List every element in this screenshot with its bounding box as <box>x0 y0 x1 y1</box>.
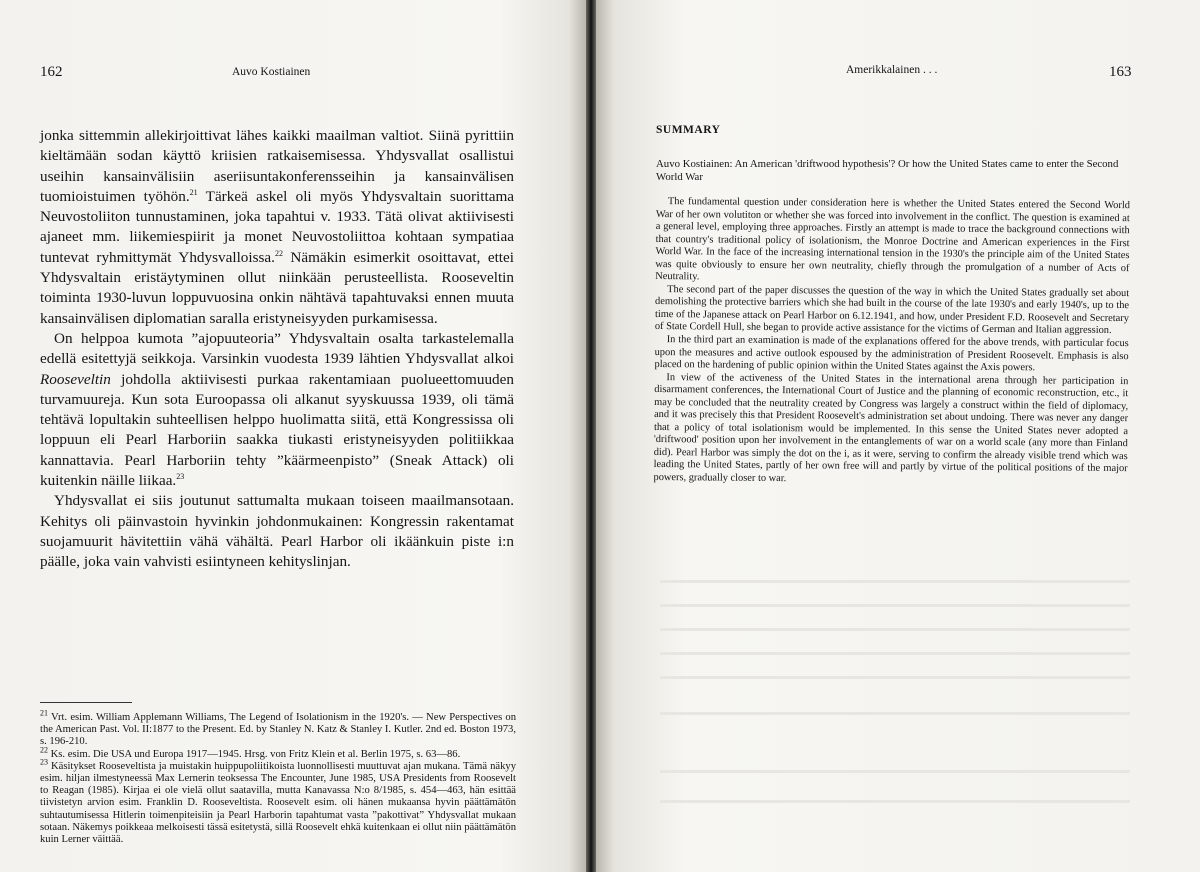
main-text <box>40 126 514 573</box>
footnotes <box>40 708 516 846</box>
summary-paragraph-3: In the third part an examination is made of the explanations offered for the above trends, with particular focus upon the measures and active outlook espoused by the administration of President Roosevelt. Emphasis is also placed on the hardening of public opinion within the United States against the Axis powers. <box>654 334 1129 374</box>
footnote-ref-23[interactable]: 23 <box>176 471 185 481</box>
footnote-ref-22[interactable]: 22 <box>274 248 283 258</box>
show-through-line <box>660 652 1130 655</box>
running-head-right: Amerikkalainen . . . <box>846 64 938 76</box>
paragraph-3: Yhdysvallat ei siis joutunut sattumalta mukaan toiseen maailmansotaan. Kehitys oli päinvastoin hyvinkin johdonmukainen: Kongressin rakentamat suojamuurit hävitettiin vähä vähältä. Pearl Harbor oli ikäänkuin piste i:n päälle, joka vain vahvisti esiintyneen kehityslinjan. <box>40 492 514 571</box>
right-page <box>596 0 1200 872</box>
running-head-left: Auvo Kostiainen <box>232 66 311 78</box>
summary-heading: SUMMARY <box>656 124 721 136</box>
footnote-23: $^{23}$ Käsitykset Rooseveltista ja muistakin huippupoliitikoista luonnollisesti muuttuvat ajan mukana. Tämä näkyy esim. hiljan ilmestyneessä Max Lernerin teoksessa The Encounter, June 1985, USA Presidents from Roosevelt to Reagan (1985). Kirjaa ei ole vielä ollut saatavilla, mutta Kanavassa N:o 8/1985, s. 454—463, hän esittää tiivistetyn arvion esim. Franklin D. Rooseveltista. Roosevelt esim. oli hänen mukaansa hyvin päättämätön suhtautumisessa Hitlerin toimenpiteisiin ja Pearl Harborin tapahtumat vasta ”pakottivat” Yhdysvallat mukaan sotaan. Näkemys poikkeaa melkoisesti tässä esitetystä, sillä Roosevelt ehkä kuitenkaan ei ollut niin päättämätön kuin Lerner väittää. <box>40 757 516 846</box>
footnote-22: $^{22}$ Ks. esim. Die USA und Europa 1917—1945. Hrsg. von Fritz Klein et al. Berlin 1975, s. 63—86. <box>40 745 461 760</box>
show-through-line <box>660 712 1130 715</box>
left-page <box>0 0 586 872</box>
book-gutter <box>586 0 596 872</box>
page-number-left: 162 <box>40 64 63 80</box>
footnote-rule <box>40 702 132 703</box>
footnote-21: $^{21}$ Vrt. esim. William Applemann Williams, The Legend of Isolationism in the 1920's. — New Perspectives on the American Past. Vol. II:1877 to the Present. Ed. by Stanley N. Katz & Stanley I. Kutler. 2nd ed. Boston 1973, s. 196-210. <box>40 708 516 748</box>
show-through-line <box>660 676 1130 679</box>
page-number-right: 163 <box>1109 64 1132 80</box>
summary-paragraph-1: The fundamental question under consideration here is whether the United States entered the Second World War of her own volutiton or whether she was forced into involvement in the conflict. The question is examined at a general level, employing three approaches. Firstly an attempt is made to trace the background connections with that country's traditional policy of isolationism, the Monroe Doctrine and American experiences in the First World War. In the face of the increasing international tension in the 1930's the principle aim of the United States was quite obviously to ensure her own neutrality, chiefly through the promulgation of a number of Acts of Neutrality. <box>655 196 1130 283</box>
footnote-ref-21[interactable]: 21 <box>189 187 198 197</box>
summary-paragraph-4: In view of the activeness of the United States in the international arena through her participation in disarmament conferences, the International Court of Justice and the planning of economic reconstruction, etc., it may be concluded that the neutrality created by Congress was largely a construct within the field of diplomacy, and it was precisely this that President Roosevelt's administration set about undoing. There was never any danger that a policy of total isolationism would be implemented. In this sense the United States never adopted a 'driftwood' position upon her involvement in the entanglements of war on a world scale (any more than Finland did). Pearl Harbor was simply the dot on the i, as it were, serving to confirm the already visible trend which was leading the United States, partly of her own free will and partly by virtue of the political positions of the major powers, gradually closer to war. <box>653 371 1129 485</box>
summary-subtitle: Auvo Kostiainen: An American 'driftwood hypothesis'? Or how the United States came to enter the Second World War <box>656 158 1119 183</box>
show-through-line <box>660 800 1130 803</box>
summary-paragraph-2: The second part of the paper discusses the question of the way in which the United States gradually set about demolishing the protective barriers which she had built in the course of the late 1930's and early 1940's, up to the time of the Japanese attack on Pearl Harbor on 6.12.1941, and how, under President F.D. Roosevelt and Secretary of State Cordell Hull, she began to provide active assistance for the victims of German and Italian aggression. <box>654 283 1130 337</box>
paragraph-2: On helppoa kumota ”ajopuuteoria” Yhdysvaltain osalta tarkastelemalla edellä esitettyjä seikkoja. Varsinkin vuodesta 1939 lähtien Yhdysvallat alkoi Rooseveltin johdolla aktiivisesti purkaa rakentamiaan puolueettomuuden turvamuureja. Kun sota Euroopassa oli alkanut syyskuussa 1939, oli tämä tehtävä lopultakin suhteellisen helppo huolimatta siitä, että Kongressissa oli loppuun eli Pearl Harboriin saakka tiukasti eristyneisyyden politiikkaa kannattavia. Pearl Harboriin tehty ”käärmeenpisto” (Sneak Attack) oli kuitenkin näille liikaa.$^{23}$ <box>40 329 514 490</box>
show-through-line <box>660 628 1130 631</box>
show-through-line <box>660 604 1130 607</box>
summary-text <box>653 196 1130 489</box>
paragraph-1: jonka sittemmin allekirjoittivat lähes kaikki maailman valtiot. Siinä pyrittiin kieltämään sodan käyttö kriisien ratkaisemisessa. Yhdysvallat osallistui useihin kansainvälisiin aseriisuntakonferensseihin ja kansainvälisen tuomioistuimen työhön.$^{21}$ Tärkeä askel oli myös Yhdysvaltain suorittama Neuvostoliiton tunnustaminen, joka tapahtui v. 1933. Tätä olivat aktiivisesti ajaneet mm. liikemiespiirit ja monet Neuvostoliittoa kohtaan sympatiaa tuntevat ryhmittymät Yhdysvalloissa.$^{22}$ Nämäkin esimerkit osoittavat, ettei Yhdysvaltain eristäytyminen ollut niinkään perusteellista. Rooseveltin toiminta 1930-luvun loppuvuosina onkin nähtävä tapahtuvaksi ennen muuta kansainvälisen diplomatian saralla eristyneisyyden purkamisessa. <box>40 127 514 327</box>
show-through-line <box>660 770 1130 773</box>
show-through-line <box>660 580 1130 583</box>
